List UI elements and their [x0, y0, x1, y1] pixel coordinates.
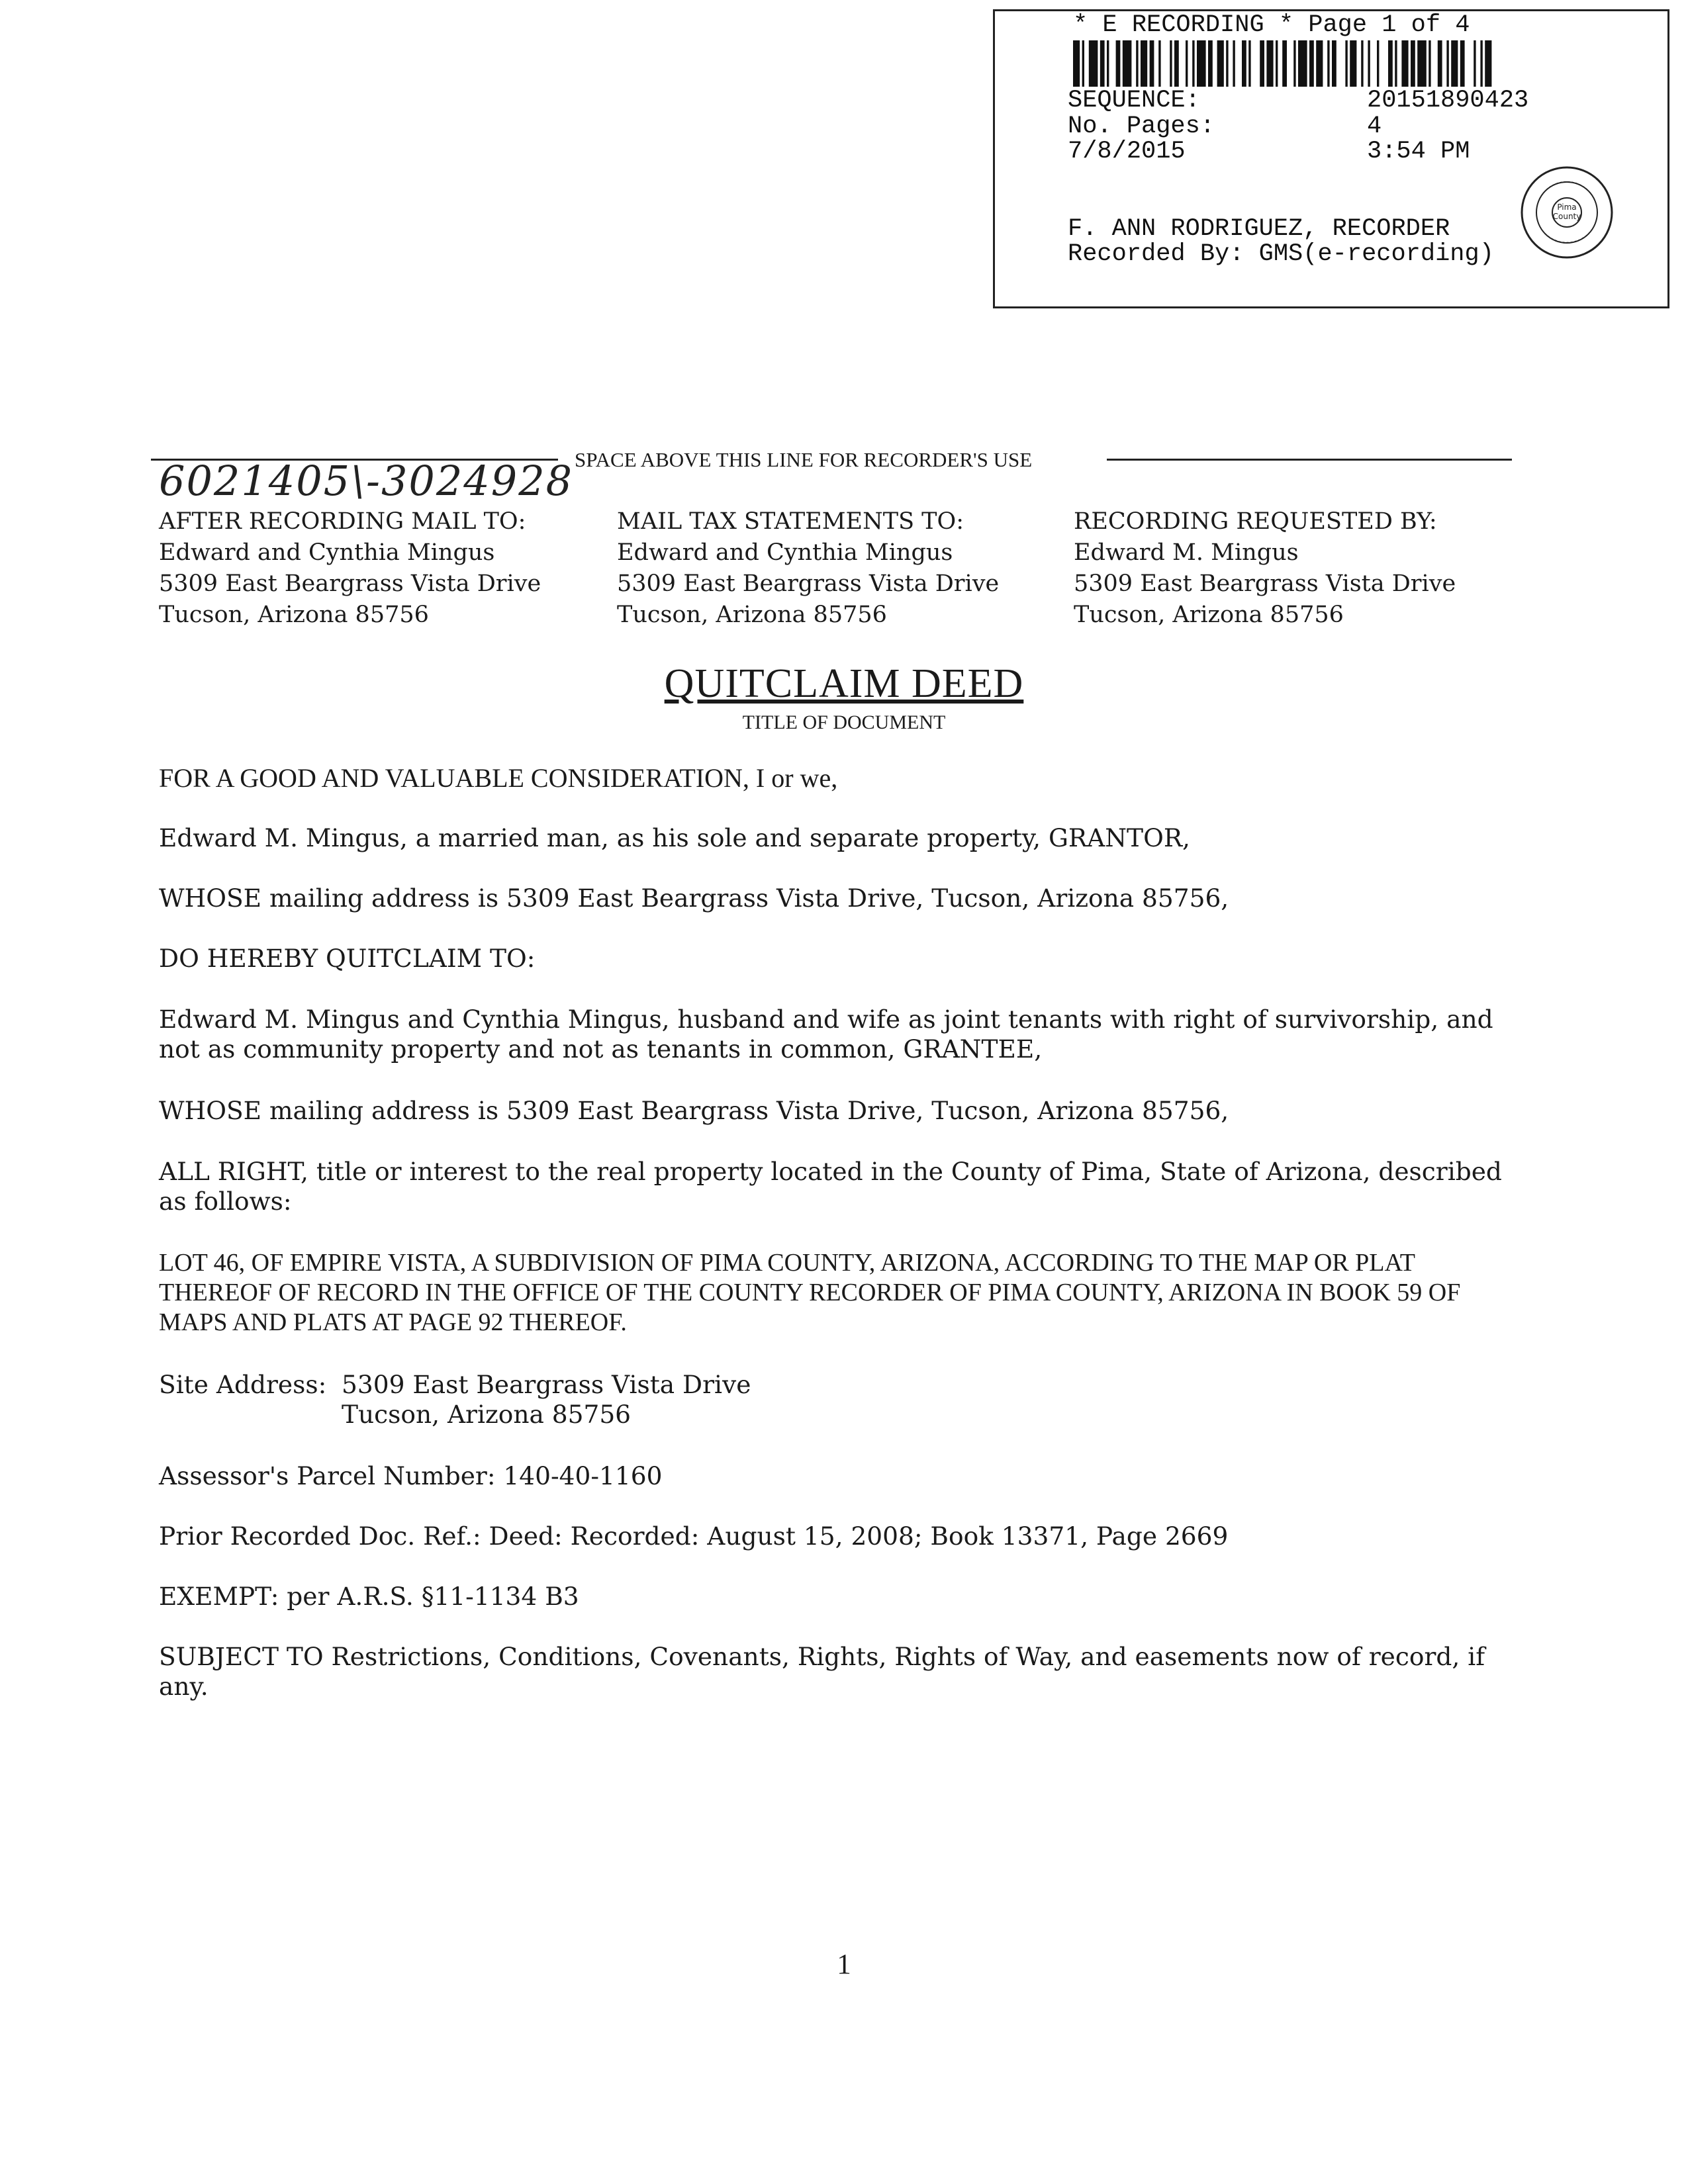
site-address-label: Site Address: [159, 1370, 327, 1399]
address-heading: RECORDING REQUESTED BY: [1074, 508, 1437, 535]
quitclaim-paragraph: DO HEREBY QUITCLAIM TO: [159, 944, 536, 973]
recording-requested-by [1074, 506, 1456, 631]
prior-reference-paragraph: Prior Recorded Doc. Ref.: Deed: Recorded: August 15, 2008; Book 13371, Page 2669 [159, 1522, 1229, 1551]
address-line: Tucson, Arizona 85756 [159, 602, 429, 628]
recorder-name: F. ANN RODRIGUEZ, RECORDER [1068, 215, 1450, 243]
address-line: Edward M. Mingus [1074, 539, 1299, 566]
recorder-line-right [1107, 459, 1512, 461]
consideration-paragraph: FOR A GOOD AND VALUABLE CONSIDERATION, I or we, [159, 763, 838, 793]
recorder-use-note: SPACE ABOVE THIS LINE FOR RECORDER'S USE [575, 448, 1033, 471]
address-line: 5309 East Beargrass Vista Drive [159, 570, 541, 597]
grantor-address-paragraph: WHOSE mailing address is 5309 East Beargrass Vista Drive, Tucson, Arizona 85756, [159, 884, 1229, 913]
address-line: Tucson, Arizona 85756 [1074, 602, 1344, 628]
record-time: 3:54 PM [1367, 138, 1470, 165]
county-seal-icon [1518, 163, 1616, 261]
exempt-paragraph: EXEMPT: per A.R.S. §11-1134 B3 [159, 1582, 579, 1611]
pages-value: 4 [1367, 113, 1382, 140]
address-line: 5309 East Beargrass Vista Drive [1074, 570, 1456, 597]
grantee-address-paragraph: WHOSE mailing address is 5309 East Beargrass Vista Drive, Tucson, Arizona 85756, [159, 1096, 1229, 1125]
recorded-by: Recorded By: GMS(e-recording) [1068, 240, 1494, 268]
grantor-paragraph: Edward M. Mingus, a married man, as his sole and separate property, GRANTOR, [159, 823, 1190, 852]
site-address-line1: 5309 East Beargrass Vista Drive [342, 1370, 751, 1399]
page-number: 1 [837, 1949, 851, 1980]
site-address-block [159, 1370, 751, 1430]
parcel-number-paragraph: Assessor's Parcel Number: 140-40-1160 [159, 1461, 663, 1490]
barcode [1073, 40, 1634, 87]
document-title: QUITCLAIM DEED [664, 661, 1024, 706]
address-line: Edward and Cynthia Mingus [617, 539, 953, 566]
pages-label: No. Pages: [1068, 113, 1215, 140]
legal-description-paragraph: LOT 46, OF EMPIRE VISTA, A SUBDIVISION OF PIMA COUNTY, ARIZONA, ACCORDING TO THE MAP OR PLAT THEREOF OF RECORD IN THE OFFICE OF THE COUNTY RECORDER OF PIMA COUNTY, ARIZONA IN BOOK 59 OF MAPS AND PLATS AT PAGE 92 THEREOF. [159, 1249, 1461, 1336]
mail-tax-statements-to [617, 506, 999, 631]
svg-text:County: County [1552, 212, 1581, 221]
address-line: Tucson, Arizona 85756 [617, 602, 887, 628]
document-subtitle: TITLE OF DOCUMENT [742, 711, 946, 733]
grantee-paragraph: Edward M. Mingus and Cynthia Mingus, husband and wife as joint tenants with right of survivorship, and not as community property and not as tenants in common, GRANTEE, [159, 1005, 1493, 1064]
sequence-label: SEQUENCE: [1068, 87, 1200, 114]
subject-to-paragraph: SUBJECT TO Restrictions, Conditions, Covenants, Rights, Rights of Way, and easements now of record, if any. [159, 1642, 1485, 1701]
svg-text:Pima: Pima [1557, 203, 1577, 212]
address-heading: AFTER RECORDING MAIL TO: [159, 508, 526, 535]
address-line: 5309 East Beargrass Vista Drive [617, 570, 1000, 597]
all-right-paragraph: ALL RIGHT, title or interest to the real property located in the County of Pima, State of Arizona, described as follows: [159, 1157, 1502, 1216]
site-address-line2: Tucson, Arizona 85756 [342, 1400, 632, 1429]
address-line: Edward and Cynthia Mingus [159, 539, 495, 566]
record-date: 7/8/2015 [1068, 138, 1186, 165]
handwritten-number: 6021405\-3024928 [159, 457, 574, 505]
after-recording-mail-to [159, 506, 541, 631]
sequence-value: 20151890423 [1367, 87, 1529, 114]
recorder-stamp-box [993, 9, 1669, 308]
address-heading: MAIL TAX STATEMENTS TO: [617, 508, 964, 535]
stamp-header: * E RECORDING * Page 1 of 4 [1073, 11, 1470, 39]
